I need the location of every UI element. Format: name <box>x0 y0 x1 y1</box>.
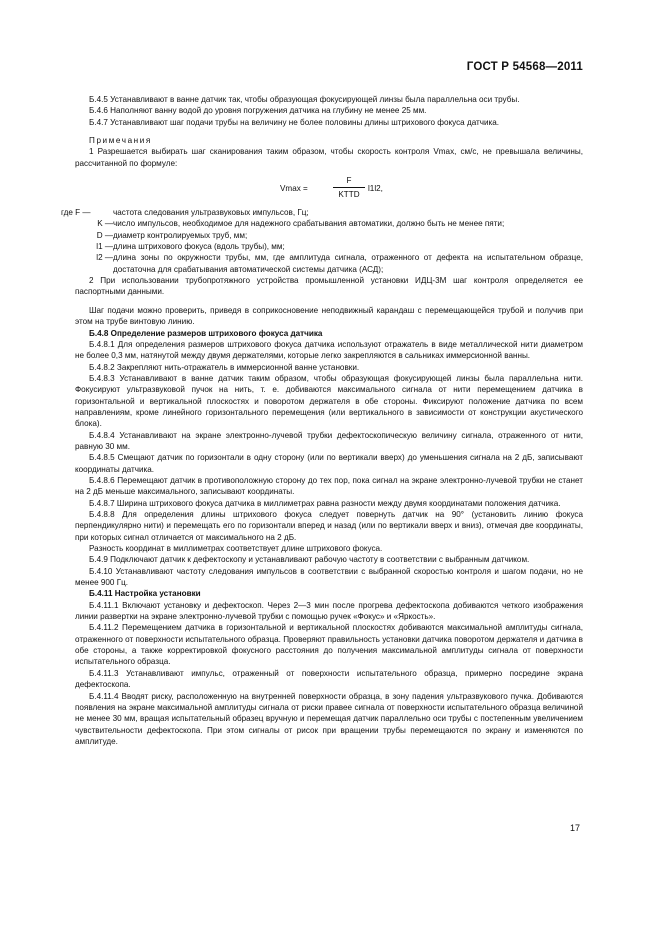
clause-b4111: Б.4.11.1 Включают установку и дефектоскоп. Через 2—3 мин после прогрева дефектоскопа добиваются четкого изображения линии развертки на экране электронно-лучевой трубки с помощью ручек «Фокус» и «Яркость». <box>75 600 583 622</box>
clause-b49: Б.4.9 Подключают датчик к дефектоскопу и устанавливают рабочую частоту в соответствии с выбранным датчиком. <box>89 555 530 565</box>
clause-b4114: Б.4.11.4 Вводят риску, расположенную на внутренней поверхности образца, в зону падения ультразвукового пучка. Добиваются появления на экране максимальной амплитуды сигнала от риски правее сигнала от поверхности испытательного образца величиной не менее 30 мм, вращая испытательный образец вручную и перемещая датчик параллельно оси трубы с постепенным увеличением чувствительности дефектоскопа. При этом сигналы от рисок при вращении трубы перемещаются по экрану и изменяются по амплитуде. <box>75 691 583 746</box>
page-number: 17 <box>569 823 580 833</box>
note-1: 1 Разрешается выбирать шаг сканирования таким образом, чтобы скорость контроля Vmax, см/с, не превышала величины, рассчитанной по формуле: <box>75 147 583 168</box>
definition-symbol: D — <box>96 230 113 240</box>
clause-b488: Б.4.8.8 Для определения длины штрихового фокуса следует повернуть датчик на 90° (установить линию фокуса перпендикулярно нити) и перемещать его по горизонтали вперед и назад (или по вертикали вверх и вниз), отмечая две координаты, при которых сигнал отличается от максимального на 2 дБ. <box>75 510 583 542</box>
definition-text: число импульсов, необходимое для надежного срабатывания автоматики, должно быть не менее пяти; <box>113 219 505 229</box>
clause-b46: Б.4.6 Наполняют ванну водой до уровня погружения датчика на глубину не менее 25 мм. <box>89 106 427 116</box>
definition-symbol: l1 — <box>96 242 113 252</box>
definition-row <box>75 230 583 241</box>
formula-fraction <box>333 175 365 201</box>
definition-text: длина зоны по окружности трубы, мм, где амплитуда сигнала, отраженного от дефекта на испытательном образце, достаточна для срабатывания автоматической системы датчика (АСД); <box>113 253 583 274</box>
definition-text: длина штрихового фокуса (вдоль трубы), мм; <box>113 242 285 252</box>
formula-denominator: KТТD <box>338 190 360 200</box>
clause-b47: Б.4.7 Устанавливают шаг подачи трубы на величину не более половины длины штрихового фокуса датчика. <box>89 117 500 127</box>
clause-b487: Б.4.8.7 Ширина штрихового фокуса датчика в миллиметрах равна разности между двумя координатами положения датчика. <box>89 498 561 508</box>
definition-text: частота следования ультразвуковых импульсов, Гц; <box>113 208 309 218</box>
clause-b481: Б.4.8.1 Для определения размеров штрихового фокуса датчика используют отражатель в виде металлической нити диаметром не более 0,3 мм, натянутой между двумя держателями, которые легко закрепляются в сальниках иммерсионной ванны. <box>75 339 583 361</box>
definition-row <box>61 207 583 218</box>
clause-b4113: Б.4.11.3 Устанавливают импульс, отраженный от поверхности испытательного образца, примерно посредине экрана дефектоскопа. <box>75 668 583 690</box>
notes-title: Примечания <box>89 136 152 146</box>
clause-b410: Б.4.10 Устанавливают частоту следования импульсов в соответствии с выбранной скоростью контроля и шагом подачи, но не менее 900 Гц. <box>75 566 583 588</box>
coord-diff-paragraph: Разность координат в миллиметрах соответствует длине штрихового фокуса. <box>89 544 383 554</box>
formula-numerator: F <box>333 175 365 188</box>
definition-row <box>75 218 583 229</box>
formula-definitions <box>61 207 583 275</box>
clause-b45: Б.4.5 Устанавливают в ванне датчик так, чтобы образующая фокусирующей линзы была параллельна оси трубы. <box>89 95 520 104</box>
definition-symbol: где F — <box>61 208 91 218</box>
section-b48-title: Б.4.8 Определение размеров штрихового фокуса датчика <box>89 328 323 338</box>
clause-b4112: Б.4.11.2 Перемещением датчика в горизонтальной и вертикальной плоскостях добиваются максимальной амплитуды сигнала, отраженного от поверхности испытательного образца. Проверяют правильность установки датчика поворотом держателя и датчика в обе стороны, а также корректировкой фокусного расстояния до получения максимальной амплитуды сигнала от поверхности испытательного образца. <box>75 623 583 667</box>
check-step-paragraph: Шаг подачи можно проверить, приведя в соприкосновение неподвижный карандаш с перемещающейся трубой и получив при этом на трубе винтовую линию. <box>75 305 583 327</box>
definition-symbol: l2 — <box>96 253 113 263</box>
clause-b482: Б.4.8.2 Закрепляют нить-отражатель в иммерсионной ванне установки. <box>89 362 360 372</box>
definition-text: диаметр контролируемых труб, мм; <box>113 230 248 240</box>
definition-symbol: K — <box>97 219 113 229</box>
formula-rhs: l1l2, <box>368 184 383 194</box>
definition-row <box>75 252 583 275</box>
clause-b486: Б.4.8.6 Перемещают датчик в противоположную сторону до тех пор, пока сигнал на экране электронно-лучевой трубки не станет на 2 дБ меньше максимального, записывают координаты. <box>75 475 583 497</box>
clause-b485: Б.4.8.5 Смещают датчик по горизонтали в одну сторону (или по вертикали вверх) до уменьшения сигнала на 2 дБ, записывают координаты датчика. <box>75 453 583 474</box>
page-body <box>61 94 583 747</box>
note-2: 2 При использовании трубопротяжного устройства промышленной установки ИДЦ-3М шаг контроля определяется ее паспортными данными. <box>75 276 583 297</box>
clause-b484: Б.4.8.4 Устанавливают на экране электронно-лучевой трубки дефектоскопическую величину сигнала, отраженного от нити, равную 30 мм. <box>75 430 583 451</box>
formula-lhs: Vmax = <box>280 184 308 194</box>
formula-vmax <box>75 175 583 201</box>
section-b411-title: Б.4.11 Настройка установки <box>89 589 201 599</box>
document-header: ГОСТ Р 54568—2011 <box>466 61 583 73</box>
definition-row <box>75 241 583 252</box>
clause-b483: Б.4.8.3 Устанавливают в ванне датчик таким образом, чтобы образующая фокусирующей линзы была параллельна нити. Фокусируют ультразвуковой пучок на нить, т. е. добиваются максимального сигнала от нити перемещением датчика в горизонтальной и вертикальной плоскостях и поворотом держателя в обе стороны. Фиксируют положение датчика по всем направлениям, кроме линейного горизонтального перемещения (или вертикального в зависимости от конструкции акустического блока). <box>75 373 583 429</box>
